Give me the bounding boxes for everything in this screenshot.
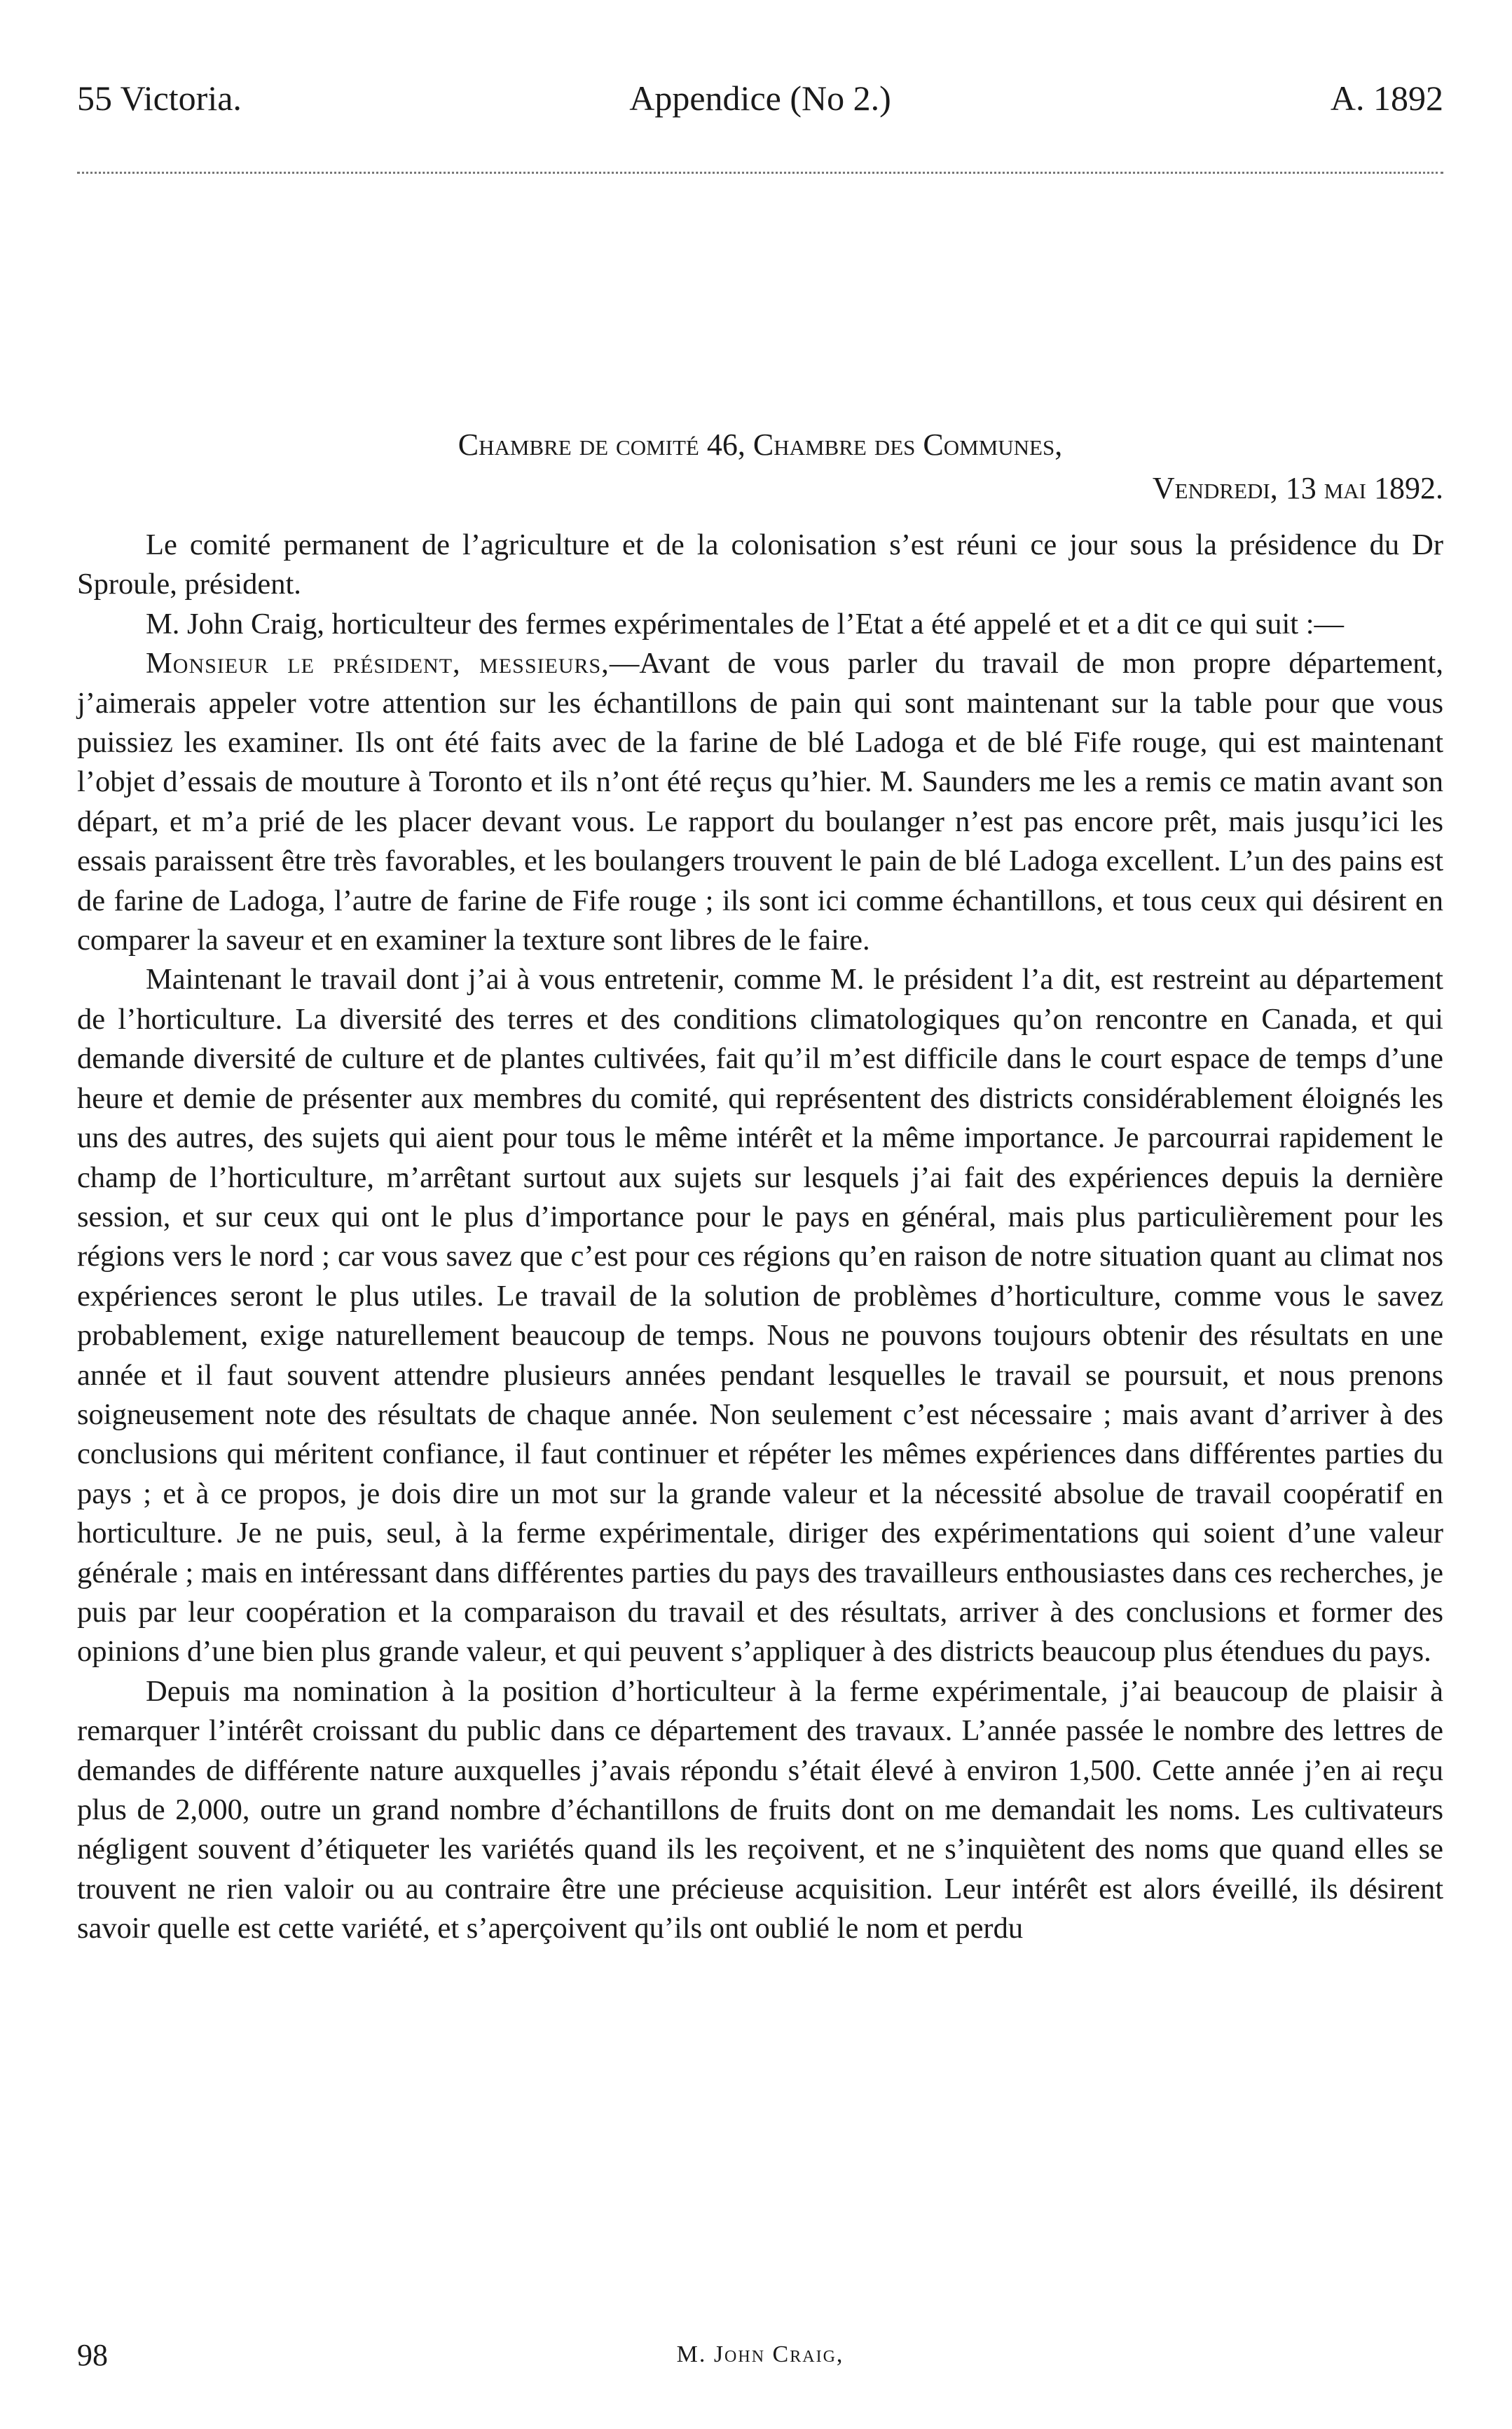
paragraph xyxy=(77,1672,1443,1949)
paragraph-text: Le comité permanent de l’agriculture et de la colonisation s’est réuni ce jour sous la présidence du Dr Sproule, président. xyxy=(77,528,1443,601)
paragraph xyxy=(77,960,1443,1671)
meeting-date: Vendredi, 13 mai 1892. xyxy=(1152,471,1443,505)
paragraph-text: —Avant de vous parler du travail de mon propre département, j’aimerais appeler votre attention sur les échantillons de pain qui sont maintenant sur la table pour que vous puissiez les examiner. Ils ont été faits avec de la farine de blé Ladoga et de blé Fife rouge, qui est maintenant l’objet d’essais de mouture à Toronto et ils n’ont été reçus qu’hier. M. Saunders me les a remis ce matin avant son départ, et m’a prié de les placer devant vous. Le rapport du boulanger n’est pas encore prêt, mais jusqu’ici les essais paraissent être très favorables, et les boulangers trouvent le pain de blé Ladoga excellent. L’un des pains est de farine de Ladoga, l’autre de farine de Fife rouge ; ils sont ici comme échantillons, et tous ceux qui désirent en comparer la saveur et en examiner la texture sont libres de le faire. xyxy=(77,647,1443,957)
page-number: 98 xyxy=(77,2338,108,2372)
paragraph-text: Maintenant le travail dont j’ai à vous entretenir, comme M. le président l’a dit, est restreint au département de l’horticulture. La diversité des terres et des conditions climatologiques qu’on rencontre en Canada, et qui demande diversité de culture et de plantes cultivées, fait qu’il m’est difficile dans le court espace de temps d’une heure et demie de présenter aux membres du comité, qui représentent des districts considérablement éloignés les uns des autres, des sujets qui aient pour tous le même intérêt et la même importance. Je parcourrai rapidement le champ de l’horticulture, m’arrêtant surtout aux sujets sur lesquels j’ai fait des expériences depuis la dernière session, et sur ceux qui ont le plus d’importance pour le pays en général, mais plus particulièrement pour les régions vers le nord ; car vous savez que c’est pour ces régions qu’en raison de notre situation quant au climat nos expériences seront le plus utiles. Le travail de la solution de problèmes d’horticulture, comme vous le savez probablement, exige naturellement beaucoup de temps. Nous ne pouvons toujours obtenir des résultats en une année et il faut souvent attendre plusieurs années pendant lesquelles le travail se poursuit, et nous prenons soigneusement note des résultats de chaque année. Non seulement c’est nécessaire ; mais avant d’arriver à des conclusions qui méritent confiance, il faut continuer et répéter les mêmes expériences dans différentes parties du pays ; et à ce propos, je dois dire un mot sur la grande valeur et la nécessité absolue de travail coopératif en horticulture. Je ne puis, seul, à la ferme expérimentale, diriger des expérimentations qui soient d’une valeur générale ; mais en intéressant dans différentes parties du pays des travailleurs enthousiastes dans ces recherches, je puis par leur coopération et la comparaison du travail et des résultats, arriver à des conclusions et former des opinions d’une bien plus grande valeur, et qui peuvent s’appliquer à des districts beaucoup plus étendues du pays. xyxy=(77,963,1443,1669)
running-title: M. John Craig, xyxy=(676,2341,844,2367)
document-body xyxy=(77,526,1443,1949)
paragraph xyxy=(77,526,1443,605)
header-year: A. 1892 xyxy=(1330,78,1443,118)
paragraph xyxy=(77,644,1443,960)
document-page xyxy=(77,67,1443,2372)
page-footer xyxy=(77,2337,1443,2379)
paragraph-text: M. John Craig, horticulteur des fermes expérimentales de l’Etat a été appelé et et a dit ce qui suit :— xyxy=(146,607,1345,641)
header-session: 55 Victoria. xyxy=(77,78,242,118)
page-header xyxy=(77,67,1443,130)
paragraph xyxy=(77,605,1443,644)
speech-salutation: Monsieur le président, messieurs, xyxy=(146,647,610,680)
paragraph-text: Depuis ma nomination à la position d’horticulteur à la ferme expérimentale, j’ai beaucoup de plaisir à remarquer l’intérêt croissant du public dans ce département des travaux. L’année passée le nombre des lettres de demandes de différente nature auxquelles j’avais répondu s’était élevé à environ 1,500. Cette année j’en ai reçu plus de 2,000, outre un grand nombre d’échantillons de fruits dont on me demandait les noms. Les cultivateurs négligent souvent d’étiqueter les variétés quand ils les reçoivent, et ne s’inquiètent des noms que quand elles se trouvent ne rien valoir ou au contraire être une précieuse acquisition. Leur intérêt est alors éveillé, ils désirent savoir quelle est cette variété, et s’aperçoivent qu’ils ont oublié le nom et perdu xyxy=(77,1674,1443,1945)
header-appendix: Appendice (No 2.) xyxy=(629,78,891,118)
header-rule xyxy=(77,172,1443,174)
meeting-place: Chambre de comité 46, Chambre des Communes, xyxy=(458,427,1063,462)
